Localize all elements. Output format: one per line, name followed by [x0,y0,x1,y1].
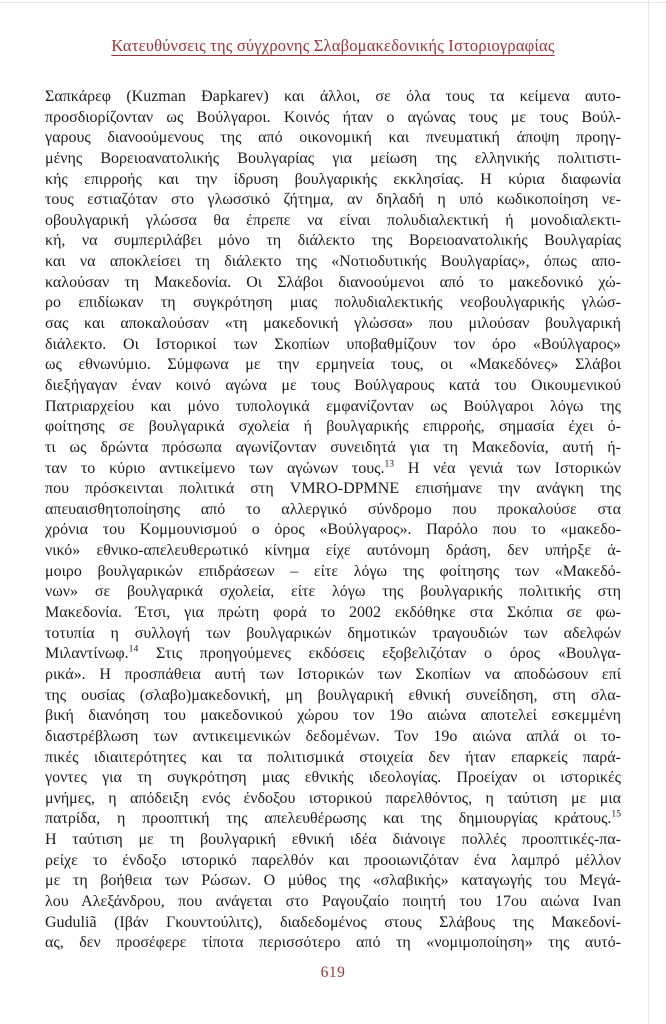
text-line: μένης Βορειοανατολικής Βουλγαρίας για μείωση της ελληνικής πολιτιστι- [45,149,621,167]
scan-edge-right [648,0,649,1024]
text-line: Μιλαντίνωφ.$^{14}$ Στις προηγούμενες εκδόσεις εξοβελιζόταν ο όρος «Βουλγα- [45,644,621,663]
text-line: κής επιρροής και την ίδρυση βουλγαρικής εκκλησίας. Η κύρια διαφωνία [45,170,621,188]
text-line: που πρόσκεινται πολιτικά στη VMRO-DPMNE επισήμανε την ανάγκη της [45,480,621,498]
text-line: γαρους διανοούμενους της από οικονομική και πνευματική άποψη προηγ- [45,129,621,147]
text-line: τοτυπία η συλλογή των βουλγαρικών δημοτικών τραγουδιών των αδελφών [45,624,621,642]
text-line: Guduliã (Ιβάν Γκουντούλιτς), διαδεδομένος στους Σλάβους της Μακεδονί- [45,913,621,931]
text-line: Πατριαρχείου και μόνο τυπολογικά εμφανίζονταν ως Βούλγαροι λόγω της [45,397,621,415]
text-line: προσδιορίζονταν ως Βούλγαροι. Κοινός ήταν ο αγώνας τους με τους Βούλ- [45,108,621,126]
text-line: διεξήγαγαν έναν κοινό αγώνα με τους Βούλγαρους κατά του Οικουμενικού [45,376,621,394]
text-line: πατρίδα, η προοπτική της απελευθέρωσης και της δημιουργίας κράτους.$^{15}$ [45,809,621,828]
text-line: και να αποκλείσει τη διάλεκτο της «Νοτιοδυτικής Βουλγαρίας», όπως απο- [45,253,621,271]
text-line: τι ως δρώντα πρόσωπα αγωνίζονταν συνειδητά για τη Μακεδονία, αυτή ή- [45,438,621,456]
text-line: χρόνια του Κομμουνισμού ο όρος «Βούλγαρος». Παρόλο που το «μακεδο- [45,521,621,539]
footnote-ref: 13 [384,458,395,470]
page-header [0,36,666,56]
text-line: λου Αλεξάνδρου, που ανάγεται στο Ραγουζαίο ποιητή του 17ου αιώνα Ivan [45,892,621,910]
text-line: γοντες για τη συγκρότηση μιας εθνικής ιδεολογίας. Προείχαν οι ιστορικές [45,769,621,787]
body-text [45,87,621,954]
text-line: νικό» εθνικο-απελευθερωτικό κίνημα είχε αυτόνομη δράση, δεν υπήρξε ά- [45,542,621,560]
text-line: μνήμες, η απόδειξη ενός ένδοξου ιστορικού παρελθόντος, η ταύτιση με μια [45,789,621,807]
text-line: της ουσίας (σλαβο)μακεδονική, μη βουλγαρική εθνική συνείδηση, στη σλα- [45,686,621,704]
text-line: Σαπκάρεφ (Kuzman Đapkarev) και άλλοι, σε όλα τους τα κείμενα αυτο- [45,88,621,105]
text-line: μοιρο βουλγαρικών επιδράσεων – είτε λόγω της φοίτησης των «Μακεδό- [45,562,621,580]
text-line: Μακεδονία. Έτσι, για πρώτη φορά το 2002 εκδόθηκε στα Σκόπια σε φω- [45,604,621,622]
text-line: νων» σε βουλγαρικά σχολεία, είτε λόγω της βουλγαρικής πολιτικής στη [45,583,621,601]
text-line: ως εθνωνύμιο. Σύμφωνα με την ερμηνεία τους, οι «Μακεδόνες» Σλάβοι [45,356,621,374]
text-line: φοίτησης σε βουλγαρικά σχολεία ή βουλγαρικής επιρροής, σημασία έχει ό- [45,418,621,436]
text-line: ρο επιδίωκαν τη συγκρότηση μιας πολυδιαλεκτικής νεοβουλγαρικής γλώσ- [45,294,621,312]
text-line: απευαισθητοποίησης από το αλλεργικό σύνδρομο που προκαλούσε στα [45,500,621,518]
text-line: ταν το κύριο αντικείμενο των αγώνων τους.$^{13}$ Η νέα γενιά των Ιστορικών [45,458,621,477]
running-title: Κατευθύνσεις της σύγχρονης Σλαβομακεδονικής Ιστοριογραφίας [111,36,555,55]
text-line: πικές ιδιαιτερότητες και τα πολιτισμικά στοιχεία δεν ήταν επαρκείς παρά- [45,748,621,766]
text-line: με τη βοήθεια των Ρώσων. Ο μύθος της «σλαβικής» καταγωγής του Μεγά- [45,872,621,890]
footnote-ref: 14 [128,644,139,655]
text-line: ρικά». Η προσπάθεια αυτή των Ιστορικών των Σκοπίων να αποδώσουν επί [45,665,621,683]
page-number: 619 [320,964,346,981]
text-line: σας και αποκαλούσαν «τη μακεδονική γλώσσα» που μιλούσαν βουλγαρική [45,315,621,333]
text-line: καλούσαν τη Μακεδονία. Οι Σλάβοι διανοούμενοι από το μακεδονικό χώ- [45,273,621,291]
text-line: διαστρέβλωση των αντικειμενικών δεδομένων. Τον 19ο αιώνα απλά οι το- [45,727,621,745]
text-line: Η ταύτιση με τη βουλγαρική εθνική ιδέα διάνοιγε πολλές προοπτικές-πα- [45,831,621,849]
text-line: ας, δεν προσέφερε τίποτα περισσότερο από τη «νομιμοποίηση» της αυτό- [45,934,621,952]
text-line: ρείχε το ένδοξο ιστορικό παρελθόν και προοιωνιζόταν ένα λαμπρό μέλλον [45,851,621,869]
text-line: οβουλγαρική γλώσσα θα έπρεπε να είναι πολυδιαλεκτική ή μονοδιαλεκτι- [45,211,621,229]
scan-edge-top [0,2,666,3]
text-line: κή, να συμπεριλάβει μόνο τη διάλεκτο της Βορειοανατολικής Βουλγαρίας [45,232,621,250]
page-footer [0,964,666,982]
text-line: βική διανόηση του μακεδονικού χώρου τον 19ο αιώνα αποτελεί εσκεμμένη [45,707,621,725]
text-line: τους εστιαζόταν στο γλωσσικό ζήτημα, αν δηλαδή η υπό κωδικοποίηση νε- [45,191,621,209]
text-line: διάλεκτο. Οι Ιστορικοί των Σκοπίων υποβαθμίζουν τον όρο «Βούλγαρος» [45,335,621,353]
footnote-ref: 15 [611,809,621,821]
